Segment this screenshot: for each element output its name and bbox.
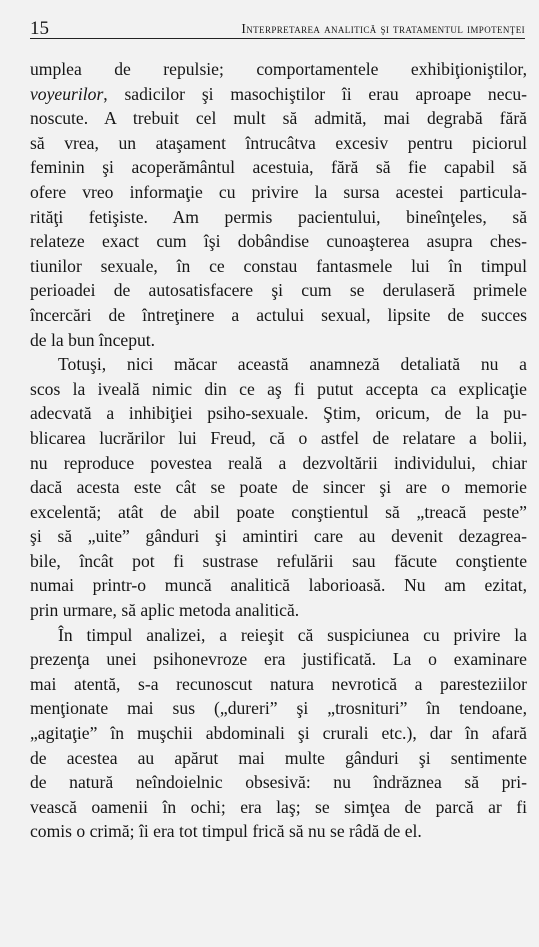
text-line: adecvată a inhibiţiei psiho-sexuale. Ştim, oricum, de la pu-	[30, 403, 527, 424]
running-title: Interpretarea analitică şi tratamentul impotenţei	[241, 21, 525, 36]
text-line: de acestea au apărut mai multe gânduri şi sentimente	[30, 747, 527, 768]
text-line: excelentă; atât de abil poate conştientul să „treacă peste”	[30, 501, 527, 522]
text-line: Totuşi, nici măcar această anamneză detaliată nu a	[58, 354, 527, 375]
text-line: În timpul analizei, a reieşit că suspiciunea cu privire la	[58, 624, 527, 645]
text-line: bile, încât pot fi sustrase refulării sau făcute conştiente	[30, 550, 527, 571]
paragraph-3	[30, 623, 527, 844]
text-line: rităţi fetişiste. Am permis pacientului, bineînţeles, să	[30, 206, 527, 227]
text-line: de la bun început.	[30, 329, 156, 350]
text-line: scos la iveală nimic din ce aş fi putut accepta ca explicaţie	[30, 378, 527, 399]
text-line: de natură neîndoielnic obsesivă: nu îndrăznea să pri-	[30, 772, 527, 793]
text-line: menţionate mai sus („dureri” şi „trosnituri” în tendoane,	[30, 698, 527, 719]
text-line: blicarea lucrărilor lui Freud, că o astfel de relatare a bolii,	[30, 427, 527, 448]
paragraph-1	[30, 57, 527, 352]
text-line: vească oamenii în ochi; era laş; se simţea de parcă ar fi	[30, 796, 527, 817]
text-line: ofere vreo informaţie cu privire la sursa acestei particula-	[30, 181, 527, 202]
text-line: nu reproduce povestea reală a dezvoltării individului, chiar	[30, 452, 527, 473]
text-line: mai atentă, s-a recunoscut natura nevrotică a paresteziilor	[30, 673, 527, 694]
running-header	[30, 16, 525, 39]
text-line: tiunilor sexuale, în ce constau fantasmele lui în timpul	[30, 255, 527, 276]
paragraph-2	[30, 352, 527, 623]
text-line: perioadei de autosatisfacere şi cum se derulaseră primele	[30, 280, 527, 301]
text-line: şi să „uite” gânduri şi amintiri care au devenit dezagrea-	[30, 526, 527, 547]
text-line: „agitaţie” în muşchii abdominali şi crurali etc.), dar în afară	[30, 723, 527, 744]
text-line: prin urmare, să aplic metoda analitică.	[30, 600, 300, 621]
text-line: numai printr-o muncă analitică laborioasă. Nu am ezitat,	[30, 575, 527, 596]
text-line-rest: , sadicilor şi masochiştilor îi erau aproape necu-	[103, 83, 527, 104]
italic-word: voyeurilor	[30, 83, 104, 104]
text-line: încercări de întreţinere a actului sexual, lipsite de succes	[30, 304, 527, 325]
text-line: noscute. A trebuit cel mult să admită, mai degrabă fără	[30, 108, 527, 129]
text-line: dacă acesta este cât se poate de sincer şi are o memorie	[30, 477, 527, 498]
text-line: umplea de repulsie; comportamentele exhibiţioniştilor,	[30, 59, 527, 79]
page-number: 15	[30, 18, 49, 39]
text-line: prezenţa unei psihonevroze era justificată. La o examinare	[30, 649, 527, 670]
body-text	[30, 57, 527, 844]
text-line: feminin şi acoperământul acestuia, fără să fie capabil să	[30, 157, 527, 178]
text-line: relateze exact cum îşi dobândise cunoaşterea asupra ches-	[30, 231, 527, 252]
text-line: comis o crimă; îi era tot timpul frică să nu se râdă de el.	[30, 821, 422, 842]
text-line-with-italic	[30, 82, 527, 107]
text-line: să vrea, un ataşament întrucâtva excesiv pentru piciorul	[30, 132, 527, 153]
